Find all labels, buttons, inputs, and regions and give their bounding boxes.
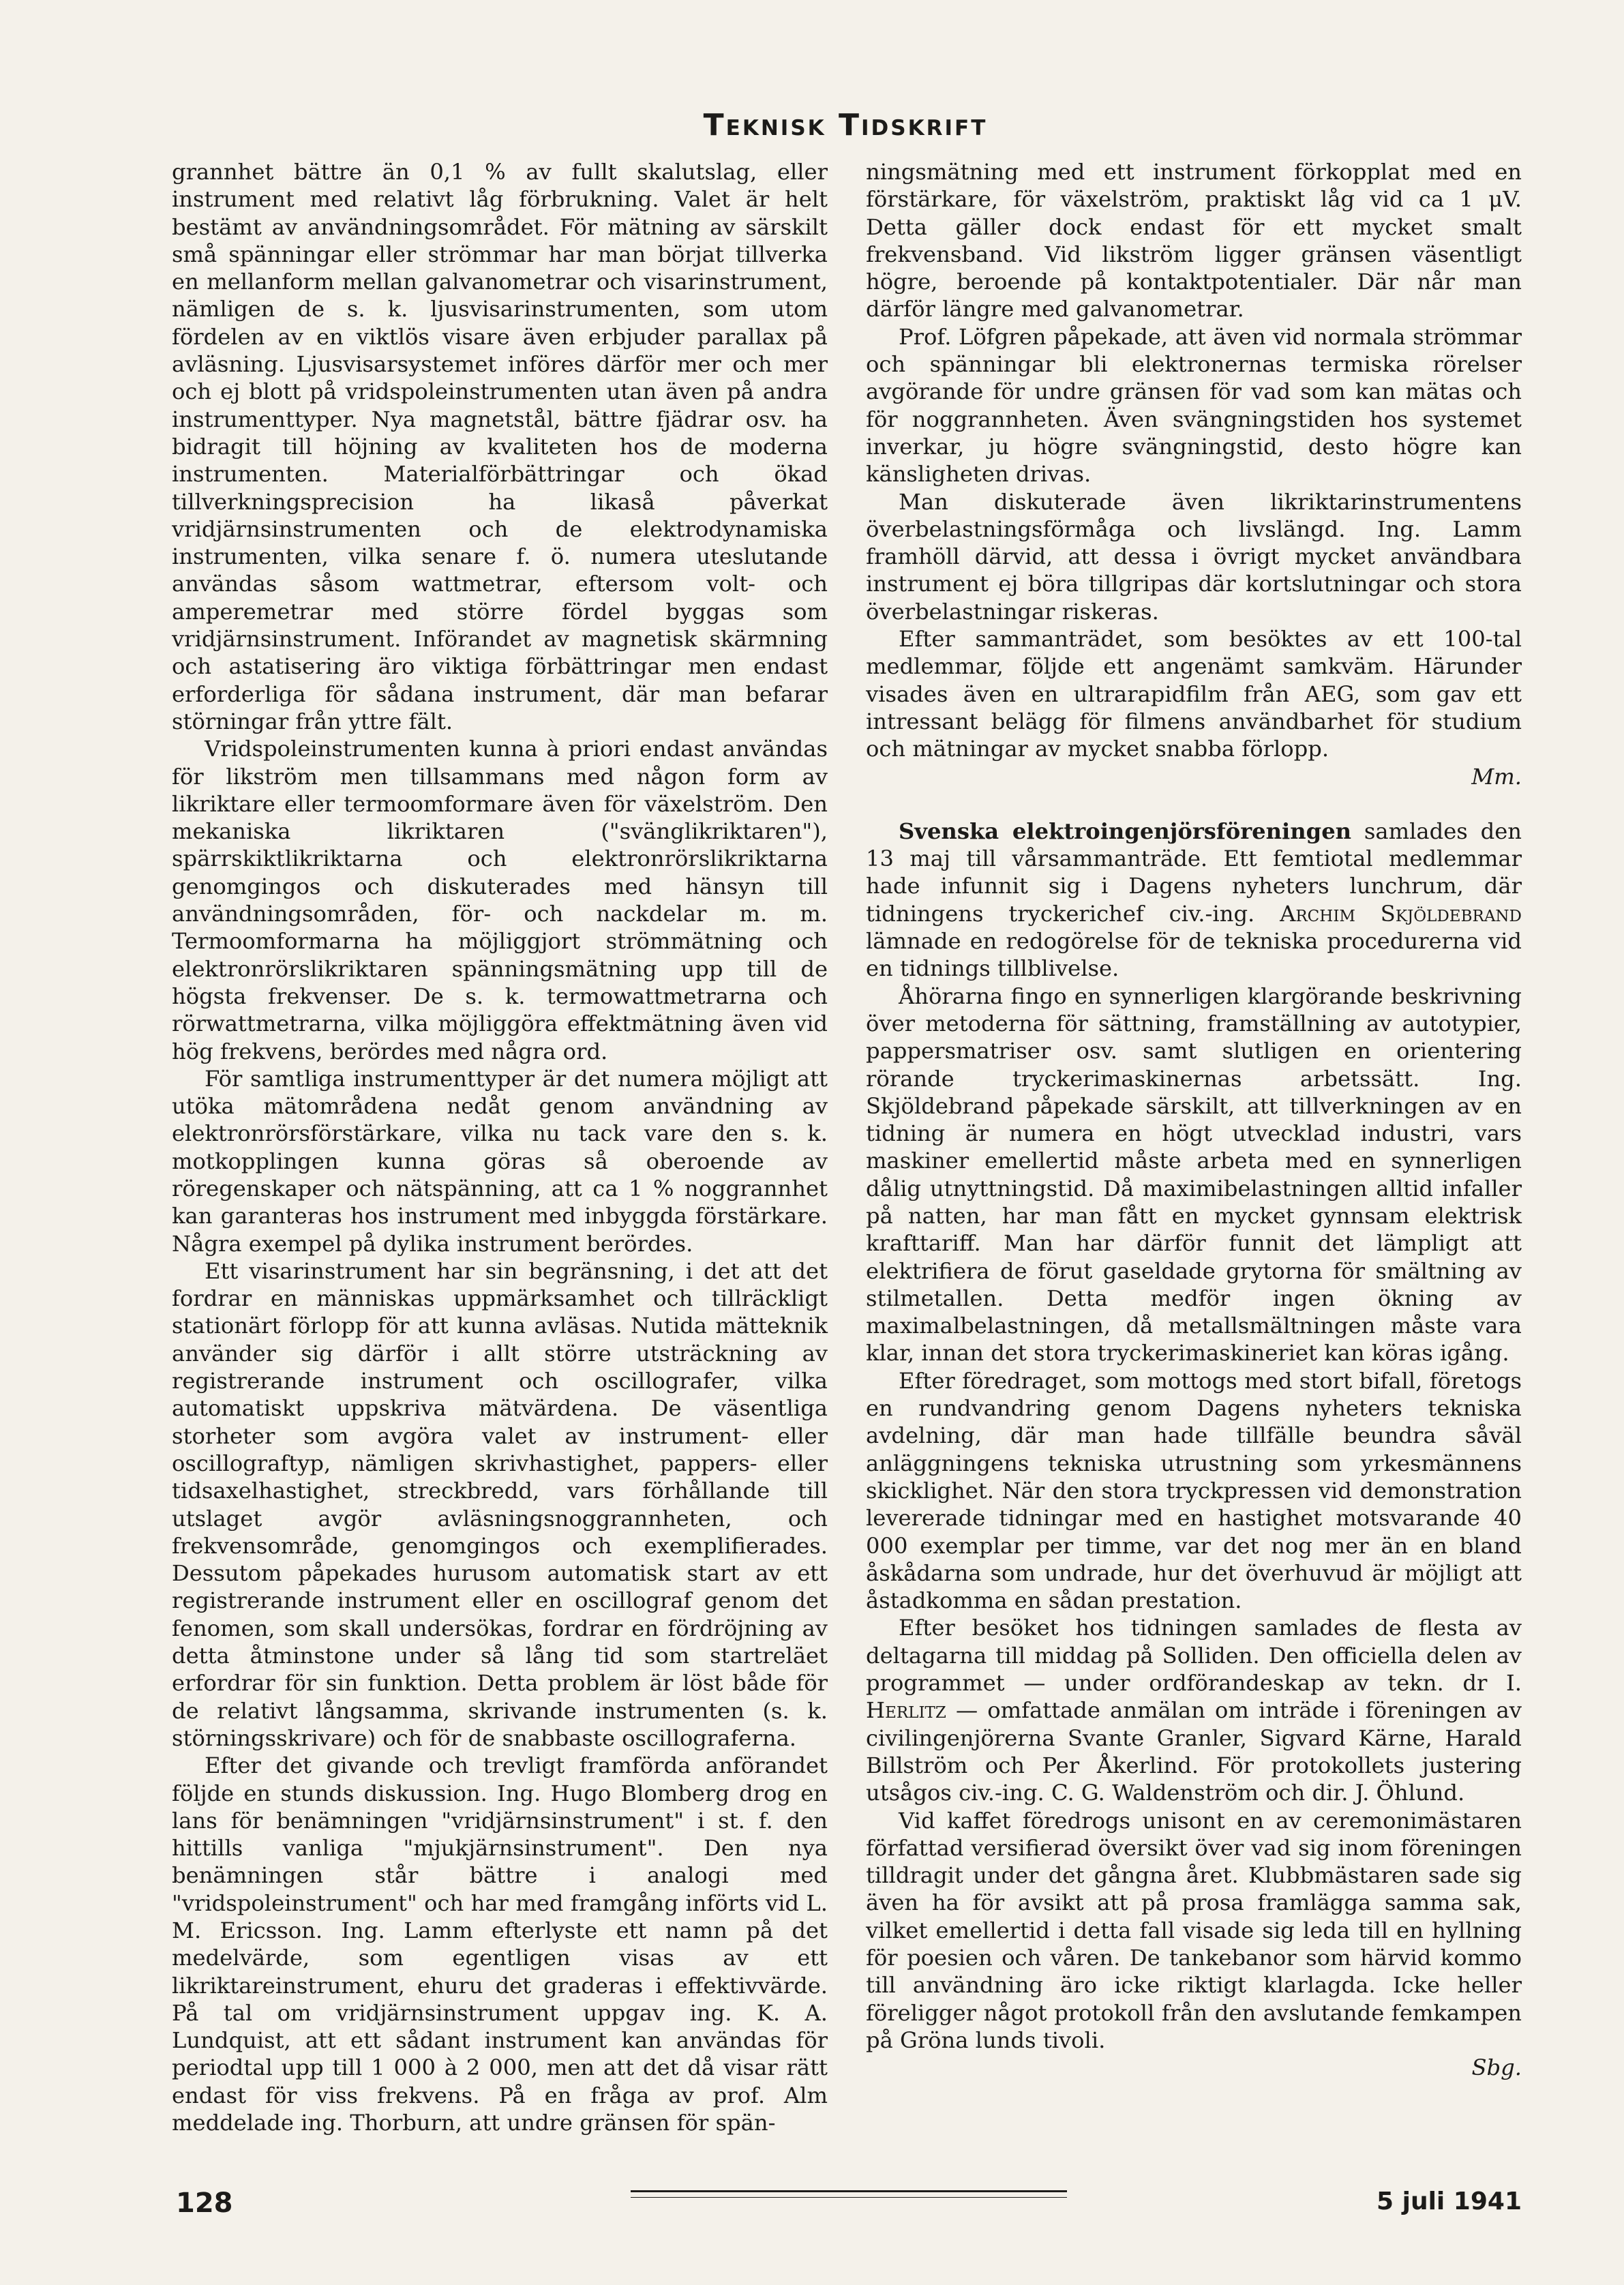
page-number: 128 (176, 2187, 233, 2219)
paragraph: Efter sammanträdet, som besöktes av ett 100-tal medlemmar, följde ett angenämt samkväm. Härunder visades även en ultrarapidfilm från AEG, som gav ett intressant belägg för filmens användbarhet för studium och mätningar av mycket snabba förlopp. (866, 626, 1522, 762)
text-run: samlades den 13 maj till vårsammanträde. Ett femtiotal medlemmar hade infunnit sig i Dagens nyheters lunchrum, där tidningens tryckerichef civ.-ing. (866, 818, 1522, 927)
footer-rule (631, 2190, 1067, 2192)
paragraph: Efter det givande och trevligt framförda anförandet följde en stunds diskussion. Ing. Hugo Blomberg drog en lans för benämningen "vridjärnsinstrument" i st. f. den hittills vanliga "mjukjärnsinstrument". Den nya benämningen står bättre i analogi med "vridspoleinstrument" och har med framgång införts vid L. M. Ericsson. Ing. Lamm efterlyste ett namn på det medelvärde, som egentligen visas av ett likriktareinstrument, ehuru det graderas i effektivvärde. På tal om vridjärnsinstrument uppgav ing. K. A. Lundquist, att ett sådant instrument kan användas för periodtal upp till 1 000 à 2 000, men att det då visar rätt endast för viss frekvens. På en fråga av prof. Alm meddelade ing. Thorburn, att undre gränsen för spän- (172, 1752, 828, 2136)
paragraph: Man diskuterade även likriktarinstrumentens överbelastningsförmåga och livslängd. Ing. Lamm framhöll därvid, att dessa i övrigt mycket användbara instrument ej böra tillgripas där kortslutningar och stora överbelastningar riskeras. (866, 488, 1522, 625)
paragraph: Vid kaffet föredrogs unisont en av ceremonimästaren författad versifierad översikt över vad sig inom föreningen tilldragit under det gångna året. Klubbmästaren sade sig även ha för avsikt att på prosa framlägga samma sak, vilket emellertid i detta fall visade sig leda till en hyllning för poesien och våren. De tankebanor som härvid kommo till användning äro icke riktigt klarlagda. Icke heller föreligger något protokoll från den avslutande femkampen på Gröna lunds tivoli. (866, 1807, 1522, 2053)
person-name: Herlitz (866, 1697, 946, 1724)
right-column (866, 158, 1522, 2081)
section-lead: Svenska elektroingenjörsföreningen (899, 818, 1352, 844)
author-signature: Sbg. (1471, 2055, 1522, 2081)
paragraph: Prof. Löfgren påpekade, att även vid normala strömmar och spänningar bli elektronernas termiska rörelser avgörande för undre gränsen för vad som kan mätas och för noggrannheten. Även svängningstiden hos systemet inverkar, ju högre svängningstid, desto högre kan känsligheten drivas. (866, 323, 1522, 488)
journal-title: Teknisk Tidskrift (703, 108, 988, 143)
paragraph (866, 1614, 1522, 1806)
text-run: — omfattade anmälan om inträde i föreningen av civilingenjörerna Svante Granler, Sigvard Kärne, Harald Billström och Per Åkerlind. För protokollets justering utsågos civ.-ing. C. G. Waldenström och dir. J. Öhlund. (866, 1697, 1522, 1806)
paragraph: grannhet bättre än 0,1 % av fullt skalutslag, eller instrument med relativt låg förbrukning. Valet är helt bestämt av användningsområdet. För mätning av särskilt små spänningar eller strömmar har man börjat tillverka en mellanform mellan galvanometrar och visarinstrument, nämligen de s. k. ljusvisarinstrumenten, som utom fördelen av en viktlös visare även erbjuder parallax på avläsning. Ljusvisarsystemet införes därför mer och mer och ej blott på vridspoleinstrumenten utan även på andra instrumenttyper. Nya magnetstål, bättre fjädrar osv. ha bidragit till höjning av kvaliteten hos de moderna instrumenten. Materialförbättringar och ökad tillverkningsprecision ha likaså påverkat vridjärnsinstrumenten och de elektrodynamiska instrumenten, vilka senare f. ö. numera uteslutande användas såsom wattmetrar, eftersom volt- och amperemetrar med större fördel byggas som vridjärnsinstrument. Införandet av magnetisk skärmning och astatisering äro viktiga förbättringar men endast erforderliga för sådana instrument, där man befarar störningar från yttre fält. (172, 159, 828, 734)
text-run: Efter besöket hos tidningen samlades de flesta av deltagarna till middag på Solliden. Den officiella delen av programmet — under ordförandeskap av tekn. dr I. (866, 1615, 1522, 1697)
paragraph: Efter föredraget, som mottogs med stort bifall, företogs en rundvandring genom Dagens nyheters tekniska avdelning, där man hade tillfälle beundra såväl anläggningens tekniska utrustning som yrkesmännens skicklighet. När den stora tryckpressen vid demonstration levererade tidningar med en hastighet motsvarande 40 000 exemplar per timme, var det nog mer än en bland åskådarna som undrade, hur det överhuvud är möjligt att åstadkomma en sådan prestation. (866, 1367, 1522, 1614)
left-column (172, 158, 828, 2136)
paragraph: Vridspoleinstrumenten kunna à priori endast användas för likström men tillsammans med någon form av likriktare eller termoomformare även för växelström. Den mekaniska likriktaren ("svänglikriktaren"), spärrskiktlikriktarna och elektronrörslikriktarna genomgingos och diskuterades med hänsyn till användningsområden, för- och nackdelar m. m. Termoomformarna ha möjliggjort strömmätning och elektronrörslikriktaren spänningsmätning upp till de högsta frekvenser. De s. k. termowattmetrarna och rörwattmetrarna, vilka möjliggöra effektmätning även vid hög frekvens, berördes med några ord. (172, 736, 828, 1064)
paragraph: ningsmätning med ett instrument förkopplat med en förstärkare, för växelström, praktiskt låg vid ca 1 μV. Detta gäller dock endast för ett mycket smalt frekvensband. Vid likström ligger gränsen väsentligt högre, beroende på kontaktpotentialer. Där når man därför längre med galvanometrar. (866, 159, 1522, 323)
footer-rule-thin (631, 2197, 1067, 2198)
paragraph: Åhörarna fingo en synnerligen klargörande beskrivning över metoderna för sättning, framställning av autotypier, pappersmatriser osv. samt slutligen en orientering rörande tryckerimaskinernas arbetssätt. Ing. Skjöldebrand påpekade särskilt, att tillverkningen av en tidning är numera en högt utvecklad industri, vars maskiner emellertid måste arbeta med en synnerligen dålig utnyttningstid. Då maximibelastningen alltid infaller på natten, har man fått en mycket gynnsam elektrisk krafttariff. Man har därför funnit det lämpligt att elektrifiera de förut gaseldade grytorna för smältning av stilmetallen. Detta medför ingen ökning av maximalbelastningen, då metallsmältningen måste vara klar, innan det stora tryckerimaskineriet kan köras igång. (866, 983, 1522, 1366)
section-first-paragraph (866, 818, 1522, 983)
author-signature: Mm. (1471, 763, 1522, 790)
paragraph: För samtliga instrumenttyper är det numera möjligt att utöka mätområdena nedåt genom användning av elektronrörsförstärkare, vilka nu tack vare den s. k. motkopplingen kunna göras så oberoende av röregenskaper och nätspänning, att ca 1 % noggrannhet kan garanteras hos instrument med inbyggda förstärkare. Några exempel på dylika instrument berördes. (172, 1065, 828, 1257)
person-name: Archim Skjöldebrand (1280, 900, 1522, 927)
paragraph: Ett visarinstrument har sin begränsning, i det att det fordrar en människas uppmärksamhet och tillräckligt stationärt förlopp för att kunna avläsas. Nutida mätteknik använder sig därför i allt större utsträckning av registrerande instrument och oscillografer, vilka automatiskt uppskriva mätvärdena. De väsentliga storheter som avgöra valet av instrument- eller oscillograftyp, nämligen skrivhastighet, pappers- eller tidsaxelhastighet, streckbredd, vars förhållande till utslaget avgör avläsningsnoggrannheten, och frekvensområde, genomgingos och exemplifierades. Dessutom påpekades hurusom automatisk start av ett registrerande instrument eller en oscillograf genom det fenomen, som skall undersökas, fordrar en fördröjning av detta åtminstone under så lång tid som startreläet erfordrar för sin funktion. Detta problem är löst både för de relativt långsamma, skrivande instrumenten (s. k. störningsskrivare) och för de snabbaste oscillograferna. (172, 1257, 828, 1751)
text-run: lämnade en redogörelse för de tekniska procedurerna vid en tidnings tillblivelse. (866, 928, 1522, 982)
issue-date: 5 juli 1941 (1377, 2187, 1522, 2215)
